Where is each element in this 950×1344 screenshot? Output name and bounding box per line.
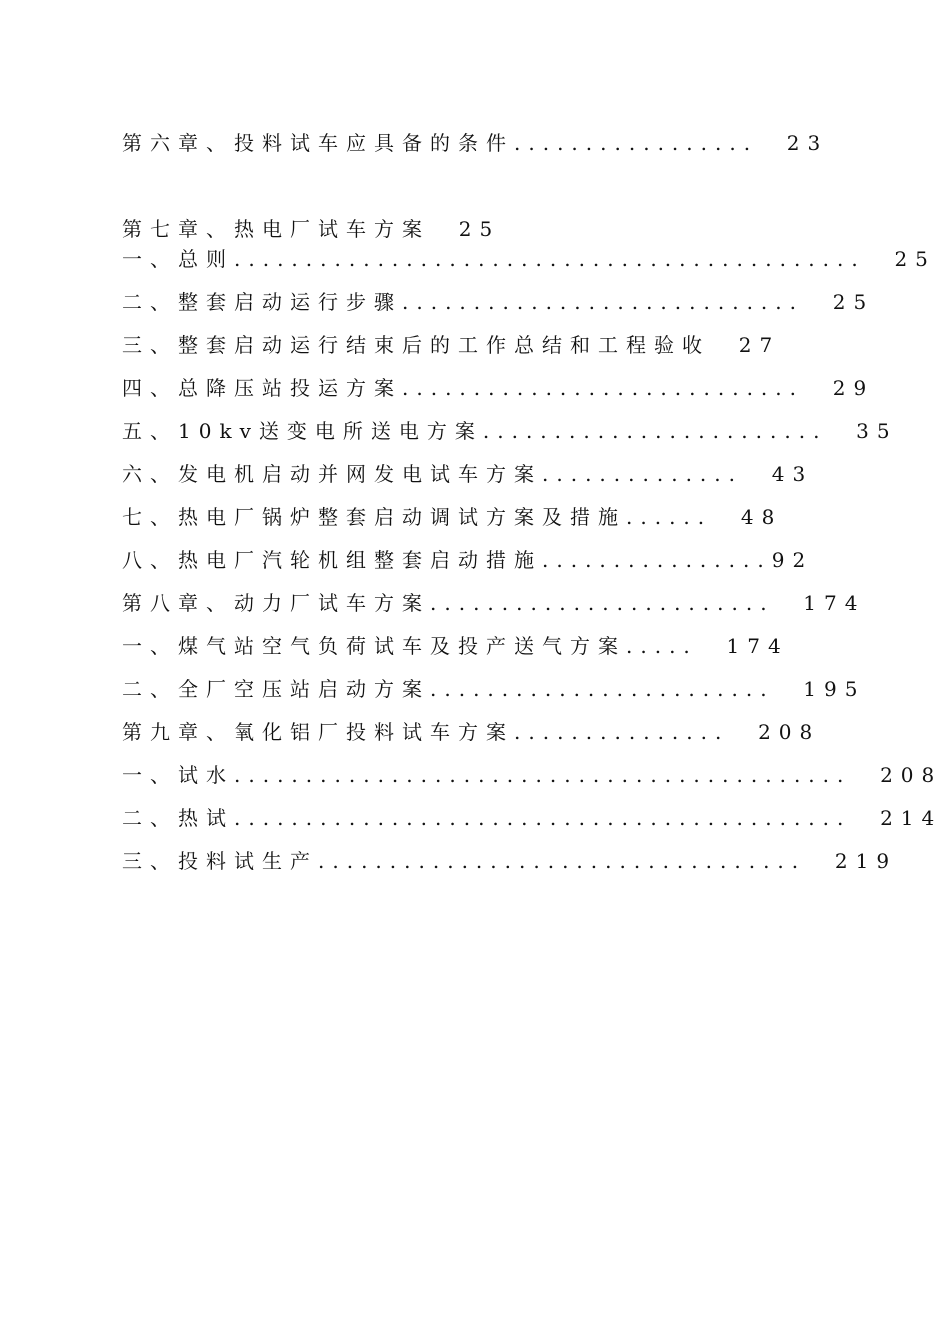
toc-entry: 五、10kv送变电所送电方案........................ 35: [122, 419, 898, 443]
toc-entry: 三、整套启动运行结束后的工作总结和工程验收 27: [122, 333, 781, 357]
toc-entry-chapter-9: 第九章、氧化铝厂投料试车方案............... 208: [122, 720, 821, 744]
toc-entry: 七、热电厂锅炉整套启动调试方案及措施...... 48: [122, 505, 783, 529]
toc-entry: 一、煤气站空气负荷试车及投产送气方案..... 174: [122, 634, 789, 658]
toc-entry: 二、整套启动运行步骤............................ 25: [122, 290, 875, 314]
toc-entry-chapter-7: 第七章、热电厂试车方案 25: [122, 217, 501, 241]
toc-entry-chapter-6: 第六章、投料试车应具备的条件................. 23: [122, 131, 829, 155]
toc-entry: 八、热电厂汽轮机组整套启动措施................92: [122, 548, 814, 572]
toc-entry-chapter-8: 第八章、动力厂试车方案........................ 174: [122, 591, 866, 615]
toc-entry: 二、全厂空压站启动方案........................ 195: [122, 677, 866, 701]
toc-entry: 六、发电机启动并网发电试车方案.............. 43: [122, 462, 814, 486]
toc-entry: 四、总降压站投运方案............................ 29: [122, 376, 875, 400]
toc-entry: 二、热试........................................... 214: [122, 806, 943, 830]
toc-entry: 一、试水........................................... 208: [122, 763, 943, 787]
toc-entry: 一、总则............................................ 25: [122, 247, 936, 271]
toc-entry: 三、投料试生产.................................. 219: [122, 849, 898, 873]
